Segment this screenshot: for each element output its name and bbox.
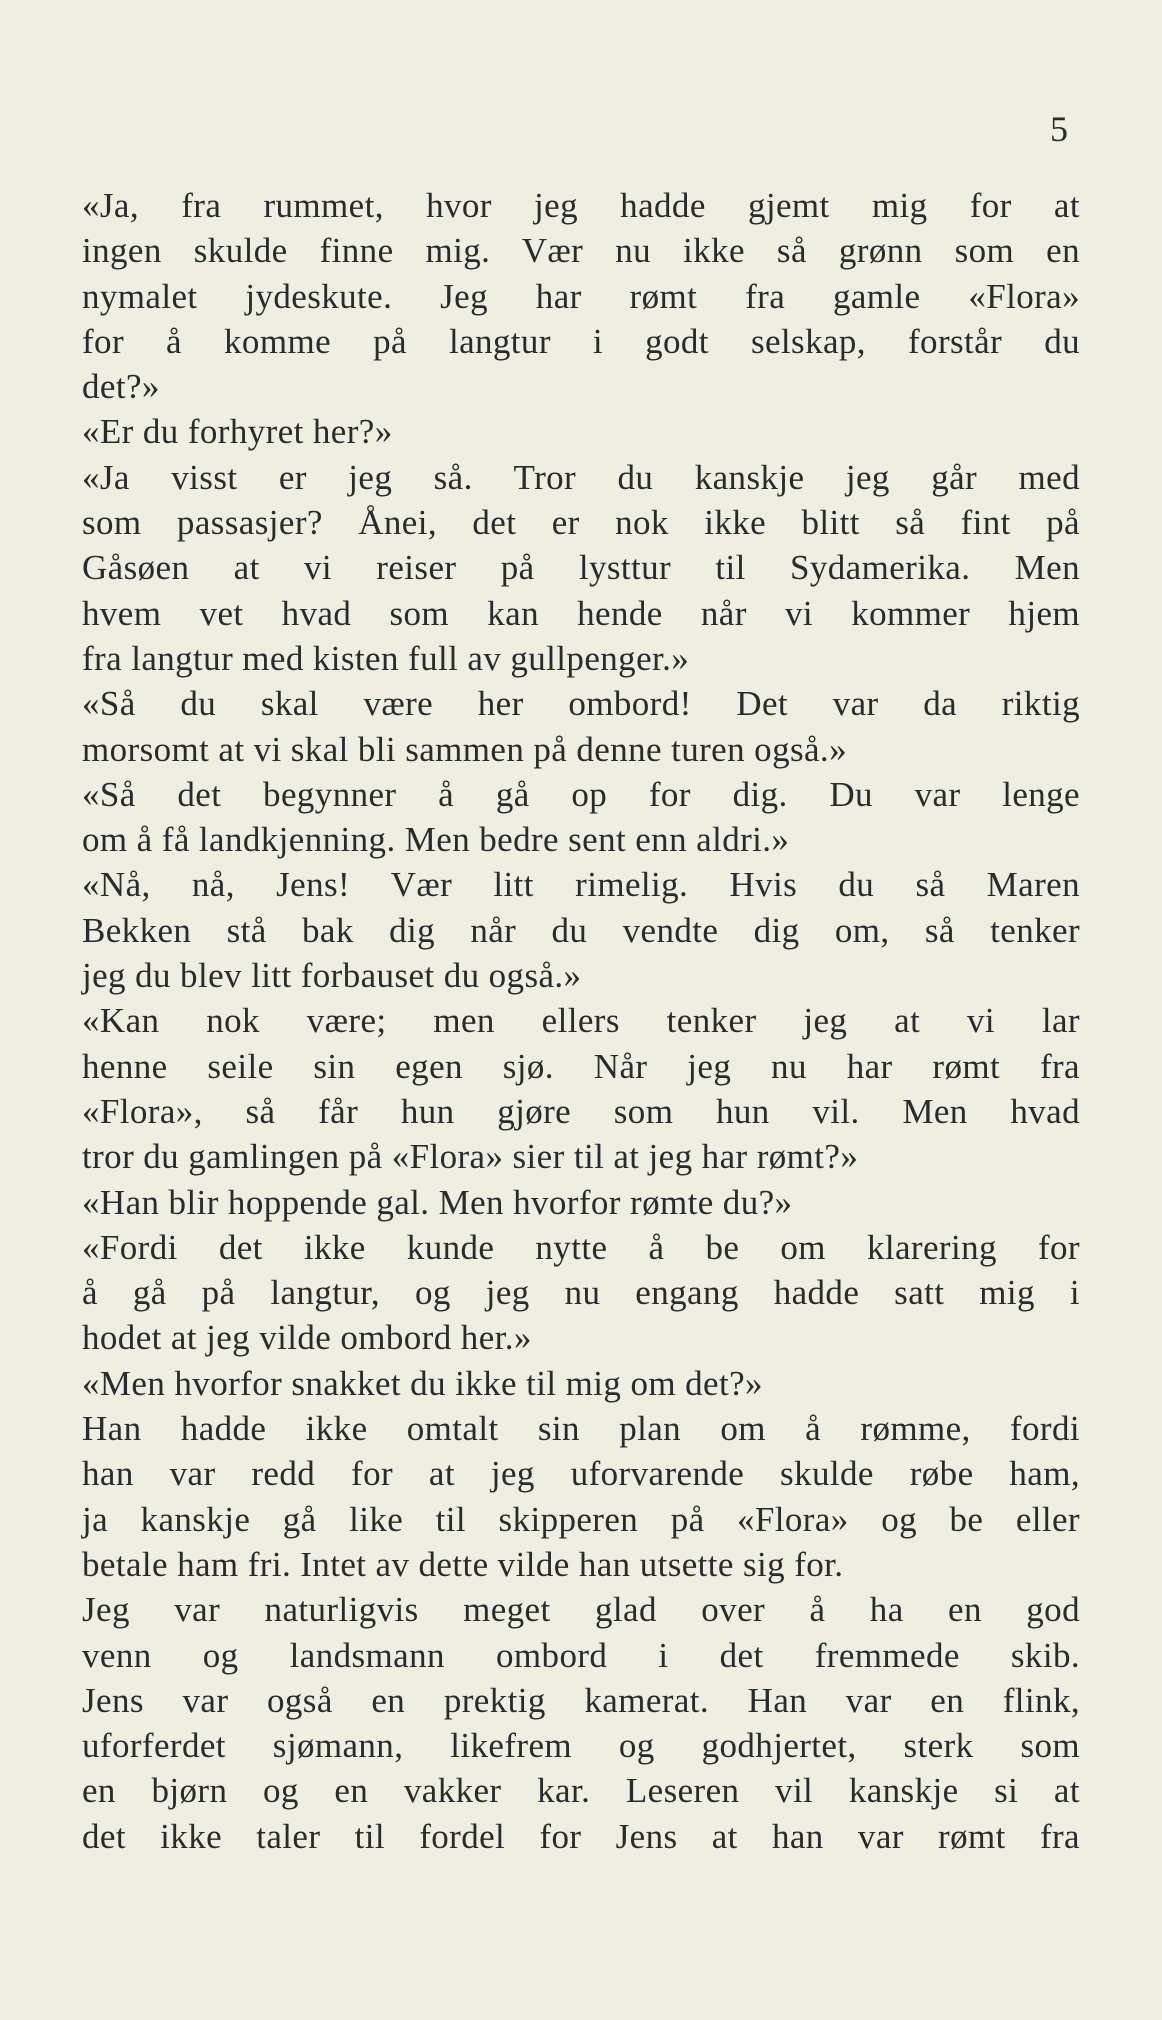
text-line: betale ham fri. Intet av dette vilde han utsette sig for. [82,1544,844,1584]
text-line: «Er du forhyret her?» [82,412,393,452]
text-line: tror du gamlingen på «Flora» sier til at jeg har rømt?» [82,1137,859,1177]
text-line: hodet at jeg vilde ombord her.» [82,1318,532,1358]
text-line: Jens var også en prektig kamerat. Han var en flink, [82,1680,1080,1720]
text-line: en bjørn og en vakker kar. Leseren vil kanskje si at [82,1771,1080,1811]
text-line: morsomt at vi skal bli sammen på denne turen også.» [82,729,847,769]
text-line: jeg du blev litt forbauset du også.» [82,956,582,996]
text-line: Jeg var naturligvis meget glad over å ha en god [82,1590,1080,1630]
text-line: henne seile sin egen sjø. Når jeg nu har rømt fra [82,1046,1080,1086]
page-number: 5 [1050,109,1068,149]
text-line: «Ja visst er jeg så. Tror du kanskje jeg går med [82,457,1080,497]
text-line: hvem vet hvad som kan hende når vi kommer hjem [82,593,1080,633]
text-line: det ikke taler til fordel for Jens at han var rømt fra [82,1816,1080,1856]
text-line: «Men hvorfor snakket du ikke til mig om det?» [82,1363,763,1403]
text-line: «Kan nok være; men ellers tenker jeg at vi lar [82,1001,1080,1041]
text-line: Bekken stå bak dig når du vendte dig om, så tenker [82,910,1080,950]
text-line: venn og landsmann ombord i det fremmede skib. [82,1635,1080,1675]
text-line: Gåsøen at vi reiser på lysttur til Sydamerika. Men [82,548,1080,588]
text-line: uforferdet sjømann, likefrem og godhjertet, sterk som [82,1726,1080,1766]
text-line: som passasjer? Ånei, det er nok ikke blitt så fint på [82,503,1080,543]
text-line: «Så det begynner å gå op for dig. Du var lenge [82,774,1080,814]
text-line: Han hadde ikke omtalt sin plan om å rømme, fordi [82,1409,1080,1449]
text-line: «Flora», så får hun gjøre som hun vil. Men hvad [82,1091,1080,1131]
text-line: det?» [82,367,160,407]
text-line: ingen skulde finne mig. Vær nu ikke så grønn som en [82,231,1080,271]
text-line: han var redd for at jeg uforvarende skulde røbe ham, [82,1454,1080,1494]
text-line: «Nå, nå, Jens! Vær litt rimelig. Hvis du så Maren [82,865,1080,905]
text-line: «Fordi det ikke kunde nytte å be om klarering for [82,1227,1080,1267]
text-line: fra langtur med kisten full av gullpenger.» [82,638,690,678]
text-line: nymalet jydeskute. Jeg har rømt fra gamle «Flora» [82,276,1080,316]
text-line: for å komme på langtur i godt selskap, forstår du [82,321,1080,361]
body-text [82,183,1080,1859]
text-line: «Så du skal være her ombord! Det var da riktig [82,684,1080,724]
text-line: «Han blir hoppende gal. Men hvorfor rømte du?» [82,1182,793,1222]
text-line: «Ja, fra rummet, hvor jeg hadde gjemt mig for at [82,186,1080,225]
text-line: om å få landkjenning. Men bedre sent enn aldri.» [82,820,790,860]
text-line: å gå på langtur, og jeg nu engang hadde satt mig i [82,1273,1080,1313]
text-line: ja kanskje gå like til skipperen på «Flora» og be eller [82,1499,1080,1539]
